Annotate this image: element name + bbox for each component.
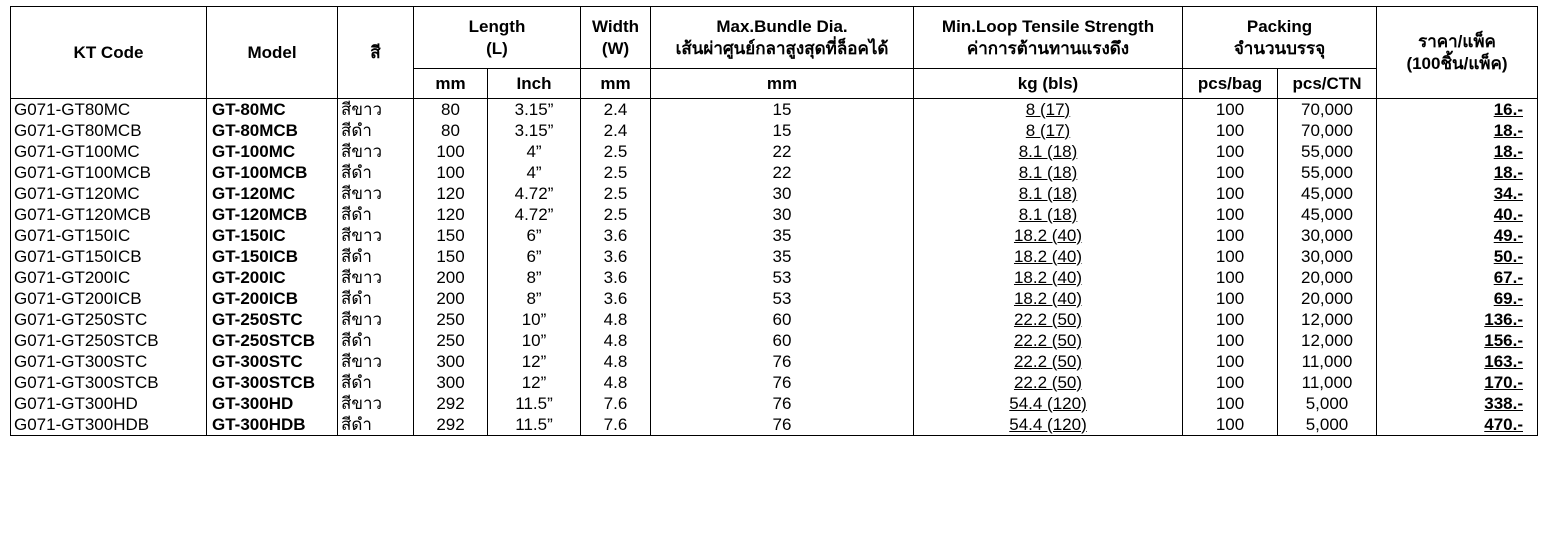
cell-length-mm: 200 <box>414 267 488 288</box>
subheader-width-mm: mm <box>581 69 651 99</box>
header-packing <box>1183 7 1377 69</box>
cell-tensile-text: 22.2 (50) <box>1013 309 1083 329</box>
cell-price-text: 50.- <box>1493 246 1523 266</box>
cell-tensile <box>914 351 1183 372</box>
cell-tensile <box>914 330 1183 351</box>
cell-price-text: 49.- <box>1493 225 1523 245</box>
header-length-line2: (L) <box>486 38 508 58</box>
cell-bundle: 35 <box>651 225 914 246</box>
cell-tensile <box>914 99 1183 121</box>
table-row <box>11 372 1538 393</box>
cell-length-mm: 100 <box>414 162 488 183</box>
cell-width: 2.5 <box>581 183 651 204</box>
header-width-line1: Width <box>591 16 640 36</box>
cell-tensile <box>914 372 1183 393</box>
subheader-mm: mm <box>414 69 488 99</box>
cell-bundle: 30 <box>651 183 914 204</box>
table-body <box>11 99 1538 436</box>
cell-pcs-bag: 100 <box>1183 267 1278 288</box>
cell-pcs-ctn: 55,000 <box>1278 162 1377 183</box>
cell-tensile <box>914 288 1183 309</box>
cell-color: สีดำ <box>338 246 414 267</box>
cell-pcs-ctn: 12,000 <box>1278 330 1377 351</box>
table-row <box>11 99 1538 121</box>
cell-model: GT-200IC <box>207 267 338 288</box>
cell-pcs-ctn: 11,000 <box>1278 351 1377 372</box>
cell-pcs-ctn: 20,000 <box>1278 288 1377 309</box>
cell-price <box>1377 120 1538 141</box>
cell-tensile-text: 22.2 (50) <box>1013 330 1083 350</box>
cell-color: สีขาว <box>338 393 414 414</box>
cell-length-mm: 100 <box>414 141 488 162</box>
cell-tensile-text: 22.2 (50) <box>1013 351 1083 371</box>
cell-color: สีขาว <box>338 309 414 330</box>
cell-pcs-bag: 100 <box>1183 414 1278 436</box>
cell-tensile <box>914 120 1183 141</box>
header-tensile <box>914 7 1183 69</box>
cell-length-mm: 150 <box>414 225 488 246</box>
cell-length-inch: 10” <box>488 309 581 330</box>
cell-model: GT-80MC <box>207 99 338 121</box>
cell-pcs-ctn: 45,000 <box>1278 204 1377 225</box>
cell-model: GT-200ICB <box>207 288 338 309</box>
cell-color: สีขาว <box>338 267 414 288</box>
cell-price <box>1377 393 1538 414</box>
cell-kt-code: G071-GT150ICB <box>11 246 207 267</box>
cell-bundle: 53 <box>651 267 914 288</box>
cell-width: 4.8 <box>581 351 651 372</box>
cell-length-mm: 300 <box>414 351 488 372</box>
cell-model: GT-300STC <box>207 351 338 372</box>
cell-length-mm: 200 <box>414 288 488 309</box>
header-width <box>581 7 651 69</box>
cell-price-text: 16.- <box>1493 99 1523 119</box>
cell-price <box>1377 288 1538 309</box>
cell-kt-code: G071-GT300STCB <box>11 372 207 393</box>
cell-bundle: 76 <box>651 414 914 436</box>
cell-kt-code: G071-GT300HD <box>11 393 207 414</box>
header-color: สี <box>338 7 414 99</box>
cell-kt-code: G071-GT250STCB <box>11 330 207 351</box>
cell-color: สีดำ <box>338 204 414 225</box>
cell-price-text: 18.- <box>1493 120 1523 140</box>
cell-pcs-ctn: 70,000 <box>1278 99 1377 121</box>
cell-pcs-ctn: 5,000 <box>1278 393 1377 414</box>
cell-length-inch: 8” <box>488 288 581 309</box>
cell-width: 4.8 <box>581 330 651 351</box>
cell-length-inch: 6” <box>488 225 581 246</box>
cell-bundle: 76 <box>651 393 914 414</box>
cell-bundle: 60 <box>651 330 914 351</box>
cell-price <box>1377 309 1538 330</box>
cell-kt-code: G071-GT80MCB <box>11 120 207 141</box>
table-row <box>11 414 1538 436</box>
cell-price <box>1377 99 1538 121</box>
cell-width: 3.6 <box>581 246 651 267</box>
cell-pcs-bag: 100 <box>1183 183 1278 204</box>
cell-kt-code: G071-GT80MC <box>11 99 207 121</box>
cell-tensile-text: 18.2 (40) <box>1013 225 1083 245</box>
cell-pcs-ctn: 30,000 <box>1278 225 1377 246</box>
table-row <box>11 309 1538 330</box>
cell-tensile <box>914 204 1183 225</box>
cell-length-inch: 12” <box>488 372 581 393</box>
cell-length-mm: 120 <box>414 204 488 225</box>
cell-kt-code: G071-GT100MC <box>11 141 207 162</box>
cell-pcs-bag: 100 <box>1183 120 1278 141</box>
cell-length-inch: 6” <box>488 246 581 267</box>
cell-price <box>1377 267 1538 288</box>
cell-color: สีขาว <box>338 99 414 121</box>
cell-kt-code: G071-GT200IC <box>11 267 207 288</box>
cell-kt-code: G071-GT100MCB <box>11 162 207 183</box>
table-row <box>11 288 1538 309</box>
cell-color: สีขาว <box>338 351 414 372</box>
cell-price <box>1377 351 1538 372</box>
table-row <box>11 120 1538 141</box>
cell-tensile-text: 8 (17) <box>1025 120 1071 140</box>
cell-length-mm: 292 <box>414 414 488 436</box>
cell-kt-code: G071-GT120MC <box>11 183 207 204</box>
cell-pcs-ctn: 45,000 <box>1278 183 1377 204</box>
cell-width: 4.8 <box>581 372 651 393</box>
cell-length-inch: 12” <box>488 351 581 372</box>
table-row <box>11 330 1538 351</box>
cell-kt-code: G071-GT300HDB <box>11 414 207 436</box>
cell-price-text: 18.- <box>1493 162 1523 182</box>
subheader-pcs-ctn: pcs/CTN <box>1278 69 1377 99</box>
cell-pcs-bag: 100 <box>1183 141 1278 162</box>
cell-model: GT-150ICB <box>207 246 338 267</box>
cell-color: สีขาว <box>338 141 414 162</box>
cell-width: 2.5 <box>581 162 651 183</box>
cell-pcs-bag: 100 <box>1183 99 1278 121</box>
cell-tensile-text: 8.1 (18) <box>1018 204 1078 224</box>
cell-bundle: 15 <box>651 99 914 121</box>
cell-bundle: 76 <box>651 372 914 393</box>
cell-model: GT-250STC <box>207 309 338 330</box>
cell-price <box>1377 330 1538 351</box>
header-model: Model <box>207 7 338 99</box>
cell-length-inch: 4” <box>488 162 581 183</box>
cell-model: GT-300HD <box>207 393 338 414</box>
cell-model: GT-300HDB <box>207 414 338 436</box>
cell-kt-code: G071-GT300STC <box>11 351 207 372</box>
cell-bundle: 76 <box>651 351 914 372</box>
cell-tensile-text: 18.2 (40) <box>1013 246 1083 266</box>
table-row <box>11 267 1538 288</box>
cell-pcs-ctn: 70,000 <box>1278 120 1377 141</box>
cell-bundle: 53 <box>651 288 914 309</box>
header-width-line2: (W) <box>601 38 630 58</box>
table-row <box>11 183 1538 204</box>
cell-length-mm: 80 <box>414 99 488 121</box>
cell-price <box>1377 183 1538 204</box>
cell-price-text: 67.- <box>1493 267 1523 287</box>
cell-color: สีขาว <box>338 225 414 246</box>
cell-length-mm: 150 <box>414 246 488 267</box>
cell-pcs-bag: 100 <box>1183 393 1278 414</box>
cell-tensile-text: 54.4 (120) <box>1009 393 1087 413</box>
cell-pcs-bag: 100 <box>1183 246 1278 267</box>
cell-pcs-bag: 100 <box>1183 225 1278 246</box>
cell-kt-code: G071-GT150IC <box>11 225 207 246</box>
header-price-line2: (100ชิ้น/แพ็ค) <box>1406 53 1508 73</box>
header-packing-line2: จำนวนบรรจุ <box>1233 38 1326 58</box>
cell-tensile <box>914 162 1183 183</box>
cell-pcs-bag: 100 <box>1183 309 1278 330</box>
cell-price <box>1377 162 1538 183</box>
table-row <box>11 351 1538 372</box>
subheader-inch: Inch <box>488 69 581 99</box>
cell-pcs-ctn: 20,000 <box>1278 267 1377 288</box>
cell-price-text: 470.- <box>1484 414 1523 434</box>
cell-tensile <box>914 414 1183 436</box>
header-packing-line1: Packing <box>1246 16 1313 36</box>
cell-model: GT-300STCB <box>207 372 338 393</box>
cell-length-mm: 120 <box>414 183 488 204</box>
header-bundle-line2: เส้นผ่าศูนย์กลาสูงสุดที่ล็อคได้ <box>675 38 889 58</box>
cell-price-text: 18.- <box>1493 141 1523 161</box>
header-tensile-line1: Min.Loop Tensile Strength <box>941 16 1155 36</box>
cell-length-mm: 300 <box>414 372 488 393</box>
cell-pcs-bag: 100 <box>1183 372 1278 393</box>
cell-color: สีดำ <box>338 288 414 309</box>
cell-price <box>1377 141 1538 162</box>
cell-width: 2.4 <box>581 99 651 121</box>
subheader-pcs-bag: pcs/bag <box>1183 69 1278 99</box>
cell-length-inch: 4.72” <box>488 183 581 204</box>
cell-bundle: 60 <box>651 309 914 330</box>
cell-color: สีดำ <box>338 162 414 183</box>
cell-tensile-text: 8.1 (18) <box>1018 183 1078 203</box>
cell-price-text: 34.- <box>1493 183 1523 203</box>
cell-color: สีดำ <box>338 414 414 436</box>
cell-tensile-text: 54.4 (120) <box>1009 414 1087 434</box>
table-header <box>11 7 1538 99</box>
cell-model: GT-80MCB <box>207 120 338 141</box>
price-table-wrapper <box>10 6 1538 436</box>
table-row <box>11 393 1538 414</box>
cell-width: 7.6 <box>581 393 651 414</box>
cell-tensile-text: 22.2 (50) <box>1013 372 1083 392</box>
table-row <box>11 162 1538 183</box>
cell-pcs-bag: 100 <box>1183 351 1278 372</box>
cell-pcs-bag: 100 <box>1183 204 1278 225</box>
cell-tensile <box>914 267 1183 288</box>
cell-width: 2.5 <box>581 204 651 225</box>
cell-price-text: 69.- <box>1493 288 1523 308</box>
header-price <box>1377 7 1538 99</box>
cell-price-text: 136.- <box>1484 309 1523 329</box>
table-row <box>11 204 1538 225</box>
cell-price <box>1377 204 1538 225</box>
cell-pcs-ctn: 30,000 <box>1278 246 1377 267</box>
cell-price-text: 170.- <box>1484 372 1523 392</box>
cell-width: 2.5 <box>581 141 651 162</box>
cell-tensile <box>914 393 1183 414</box>
cell-length-mm: 80 <box>414 120 488 141</box>
cell-width: 3.6 <box>581 288 651 309</box>
cell-bundle: 15 <box>651 120 914 141</box>
cell-length-inch: 4.72” <box>488 204 581 225</box>
subheader-kg: kg (bls) <box>914 69 1183 99</box>
cell-bundle: 30 <box>651 204 914 225</box>
cell-color: สีดำ <box>338 330 414 351</box>
cell-model: GT-100MC <box>207 141 338 162</box>
cell-price <box>1377 225 1538 246</box>
cell-length-inch: 4” <box>488 141 581 162</box>
cell-tensile-text: 8 (17) <box>1025 99 1071 119</box>
price-table <box>10 6 1538 436</box>
cell-price-text: 163.- <box>1484 351 1523 371</box>
cell-length-mm: 250 <box>414 330 488 351</box>
cell-color: สีดำ <box>338 372 414 393</box>
cell-width: 2.4 <box>581 120 651 141</box>
cell-model: GT-120MCB <box>207 204 338 225</box>
cell-bundle: 35 <box>651 246 914 267</box>
cell-price <box>1377 372 1538 393</box>
cell-model: GT-100MCB <box>207 162 338 183</box>
header-bundle <box>651 7 914 69</box>
cell-color: สีดำ <box>338 120 414 141</box>
cell-model: GT-150IC <box>207 225 338 246</box>
cell-tensile-text: 18.2 (40) <box>1013 288 1083 308</box>
cell-length-inch: 3.15” <box>488 99 581 121</box>
cell-pcs-ctn: 11,000 <box>1278 372 1377 393</box>
cell-tensile <box>914 141 1183 162</box>
cell-width: 4.8 <box>581 309 651 330</box>
table-row <box>11 246 1538 267</box>
cell-bundle: 22 <box>651 141 914 162</box>
cell-width: 3.6 <box>581 267 651 288</box>
cell-tensile-text: 8.1 (18) <box>1018 162 1078 182</box>
cell-pcs-ctn: 55,000 <box>1278 141 1377 162</box>
cell-kt-code: G071-GT200ICB <box>11 288 207 309</box>
cell-length-mm: 292 <box>414 393 488 414</box>
cell-pcs-ctn: 5,000 <box>1278 414 1377 436</box>
cell-price-text: 40.- <box>1493 204 1523 224</box>
cell-color: สีขาว <box>338 183 414 204</box>
cell-length-mm: 250 <box>414 309 488 330</box>
cell-length-inch: 8” <box>488 267 581 288</box>
cell-tensile <box>914 225 1183 246</box>
header-tensile-line2: ค่าการต้านทานแรงดึง <box>966 38 1130 58</box>
cell-kt-code: G071-GT250STC <box>11 309 207 330</box>
cell-price <box>1377 414 1538 436</box>
header-price-line1: ราคา/แพ็ค <box>1418 31 1496 51</box>
cell-price <box>1377 246 1538 267</box>
cell-tensile <box>914 309 1183 330</box>
cell-width: 7.6 <box>581 414 651 436</box>
table-row <box>11 225 1538 246</box>
cell-pcs-bag: 100 <box>1183 288 1278 309</box>
cell-pcs-bag: 100 <box>1183 162 1278 183</box>
cell-pcs-bag: 100 <box>1183 330 1278 351</box>
cell-length-inch: 11.5” <box>488 393 581 414</box>
cell-tensile-text: 8.1 (18) <box>1018 141 1078 161</box>
cell-price-text: 156.- <box>1484 330 1523 350</box>
header-length-line1: Length <box>468 16 526 36</box>
cell-length-inch: 11.5” <box>488 414 581 436</box>
cell-length-inch: 10” <box>488 330 581 351</box>
header-length <box>414 7 581 69</box>
header-bundle-line1: Max.Bundle Dia. <box>716 16 848 36</box>
cell-tensile-text: 18.2 (40) <box>1013 267 1083 287</box>
cell-model: GT-120MC <box>207 183 338 204</box>
cell-tensile <box>914 246 1183 267</box>
cell-kt-code: G071-GT120MCB <box>11 204 207 225</box>
cell-bundle: 22 <box>651 162 914 183</box>
table-row <box>11 141 1538 162</box>
header-kt-code: KT Code <box>11 7 207 99</box>
cell-model: GT-250STCB <box>207 330 338 351</box>
subheader-bundle-mm: mm <box>651 69 914 99</box>
cell-price-text: 338.- <box>1484 393 1523 413</box>
cell-tensile <box>914 183 1183 204</box>
cell-length-inch: 3.15” <box>488 120 581 141</box>
cell-width: 3.6 <box>581 225 651 246</box>
cell-pcs-ctn: 12,000 <box>1278 309 1377 330</box>
